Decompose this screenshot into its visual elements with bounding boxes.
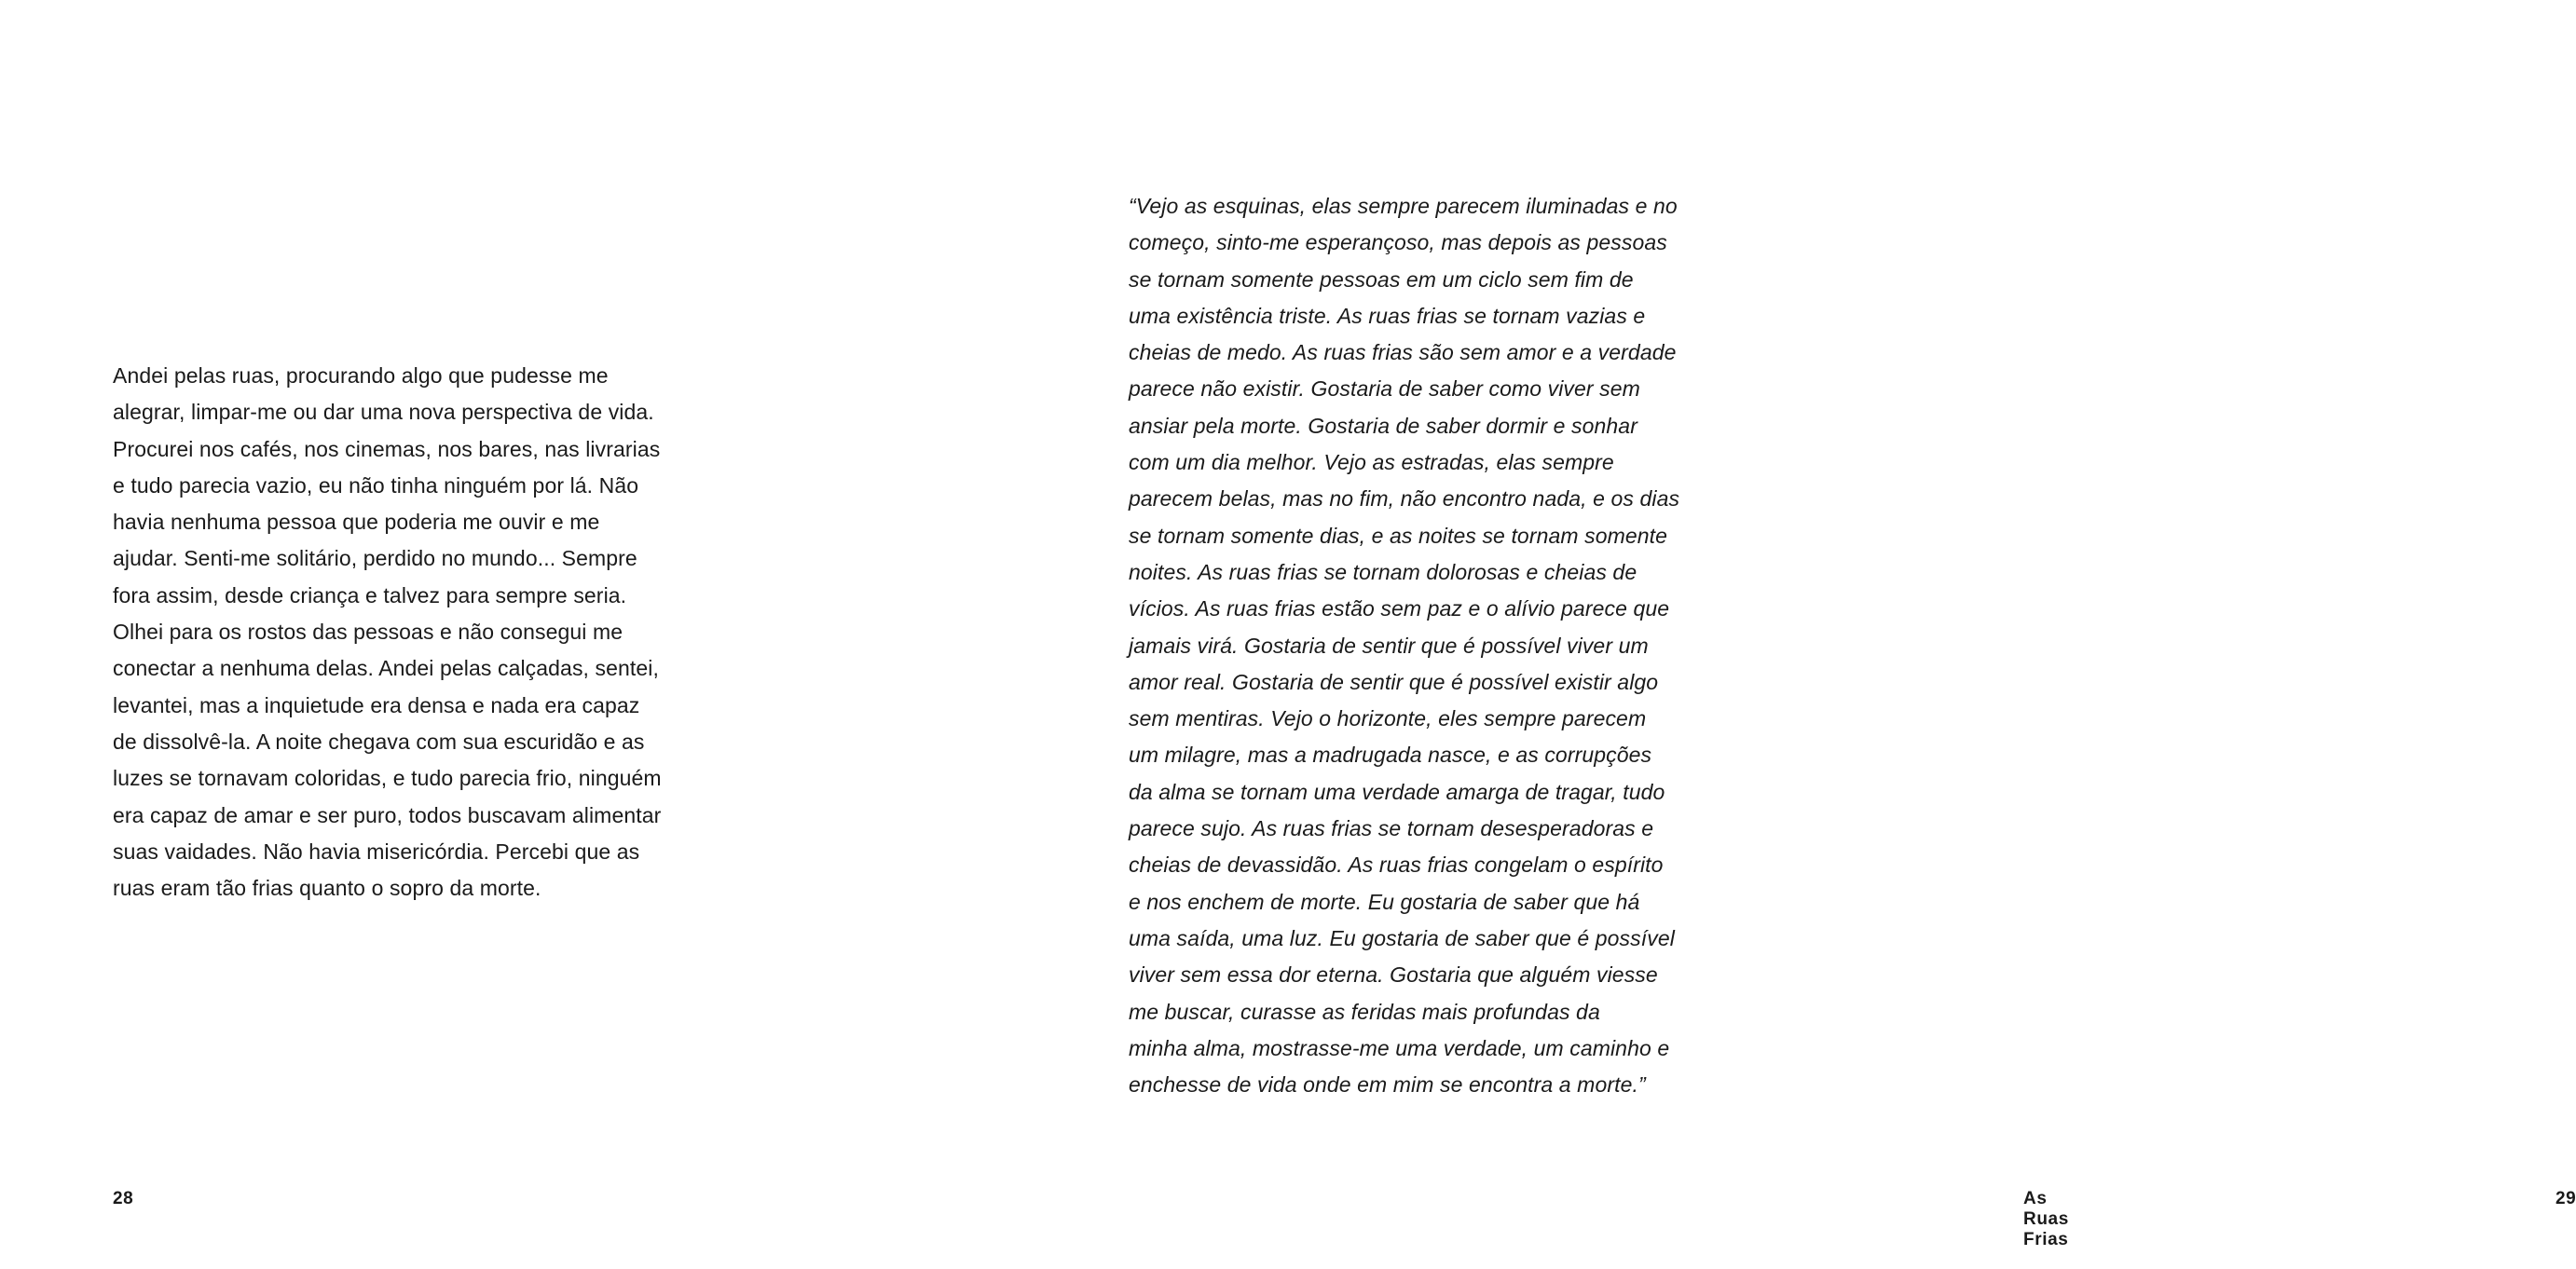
left-body-paragraph [113, 358, 691, 907]
text-line: uma existência triste. As ruas frias se tornam vazias e [1129, 303, 1646, 328]
running-title: As Ruas Frias [2023, 1189, 2069, 1249]
text-line: parece não existir. Gostaria de saber como viver sem [1129, 376, 1640, 402]
text-line: com um dia melhor. Vejo as estradas, elas sempre [1129, 450, 1614, 475]
text-line: havia nenhuma pessoa que poderia me ouvir e me [113, 510, 600, 535]
text-line: sem mentiras. Vejo o horizonte, eles sempre parecem [1129, 706, 1647, 731]
right-quote-paragraph [1129, 188, 1725, 1103]
text-line: enchesse de vida onde em mim se encontra a morte.” [1129, 1072, 1646, 1098]
page-number-left: 28 [113, 1189, 134, 1208]
text-line: luzes se tornavam coloridas, e tudo parecia frio, ninguém [113, 766, 662, 791]
text-line: noites. As ruas frias se tornam dolorosas e cheias de [1129, 559, 1637, 584]
text-line: cheias de medo. As ruas frias são sem amor e a verdade [1129, 340, 1677, 365]
text-line: uma saída, uma luz. Eu gostaria de saber que é possível [1129, 925, 1675, 950]
text-line: da alma se tornam uma verdade amarga de tragar, tudo [1129, 779, 1665, 804]
text-line: e tudo parecia vazio, eu não tinha ninguém por lá. Não [113, 472, 639, 498]
text-line: levantei, mas a inquietude era densa e nada era capaz [113, 692, 640, 717]
text-line: começo, sinto-me esperançoso, mas depois as pessoas [1129, 230, 1667, 255]
text-line: Procurei nos cafés, nos cinemas, nos bares, nas livrarias [113, 436, 661, 461]
text-line: ansiar pela morte. Gostaria de saber dormir e sonhar [1129, 413, 1637, 438]
text-line: de dissolvê-la. A noite chegava com sua escuridão e as [113, 729, 645, 754]
text-line: fora assim, desde criança e talvez para sempre seria. [113, 582, 627, 607]
text-line: alegrar, limpar-me ou dar uma nova perspectiva de vida. [113, 400, 654, 425]
text-line: parecem belas, mas no fim, não encontro nada, e os dias [1129, 486, 1680, 512]
text-line: um milagre, mas a madrugada nasce, e as corrupções [1129, 743, 1652, 768]
right-page [895, 0, 2576, 1269]
text-line: Andei pelas ruas, procurando algo que pudesse me [113, 363, 609, 388]
text-line: minha alma, mostrasse-me uma verdade, um caminho e [1129, 1035, 1670, 1060]
text-line: se tornam somente dias, e as noites se tornam somente [1129, 523, 1668, 548]
text-line: ajudar. Senti-me solitário, perdido no mundo... Sempre [113, 546, 637, 571]
text-line: era capaz de amar e ser puro, todos buscavam alimentar [113, 802, 662, 827]
text-line: e nos enchem de morte. Eu gostaria de saber que há [1129, 889, 1640, 914]
text-line: se tornam somente pessoas em um ciclo sem fim de [1129, 266, 1634, 292]
text-line: conectar a nenhuma delas. Andei pelas calçadas, sentei, [113, 656, 659, 681]
text-line: jamais virá. Gostaria de sentir que é possível viver um [1129, 633, 1649, 658]
page-number-right: 29 [2555, 1189, 2576, 1208]
left-page [0, 0, 895, 1269]
text-line: vícios. As ruas frias estão sem paz e o alívio parece que [1129, 596, 1670, 621]
text-line: me buscar, curasse as feridas mais profundas da [1129, 999, 1600, 1024]
text-line: “Vejo as esquinas, elas sempre parecem iluminadas e no [1129, 194, 1678, 218]
text-line: parece sujo. As ruas frias se tornam desesperadoras e [1129, 816, 1654, 841]
text-line: amor real. Gostaria de sentir que é possível existir algo [1129, 669, 1659, 694]
text-line: suas vaidades. Não havia misericórdia. Percebi que as [113, 839, 640, 864]
text-line: cheias de devassidão. As ruas frias congelam o espírito [1129, 853, 1664, 878]
text-line: Olhei para os rostos das pessoas e não consegui me [113, 620, 623, 645]
text-line: ruas eram tão frias quanto o sopro da morte. [113, 876, 541, 901]
text-line: viver sem essa dor eterna. Gostaria que alguém viesse [1129, 962, 1658, 988]
